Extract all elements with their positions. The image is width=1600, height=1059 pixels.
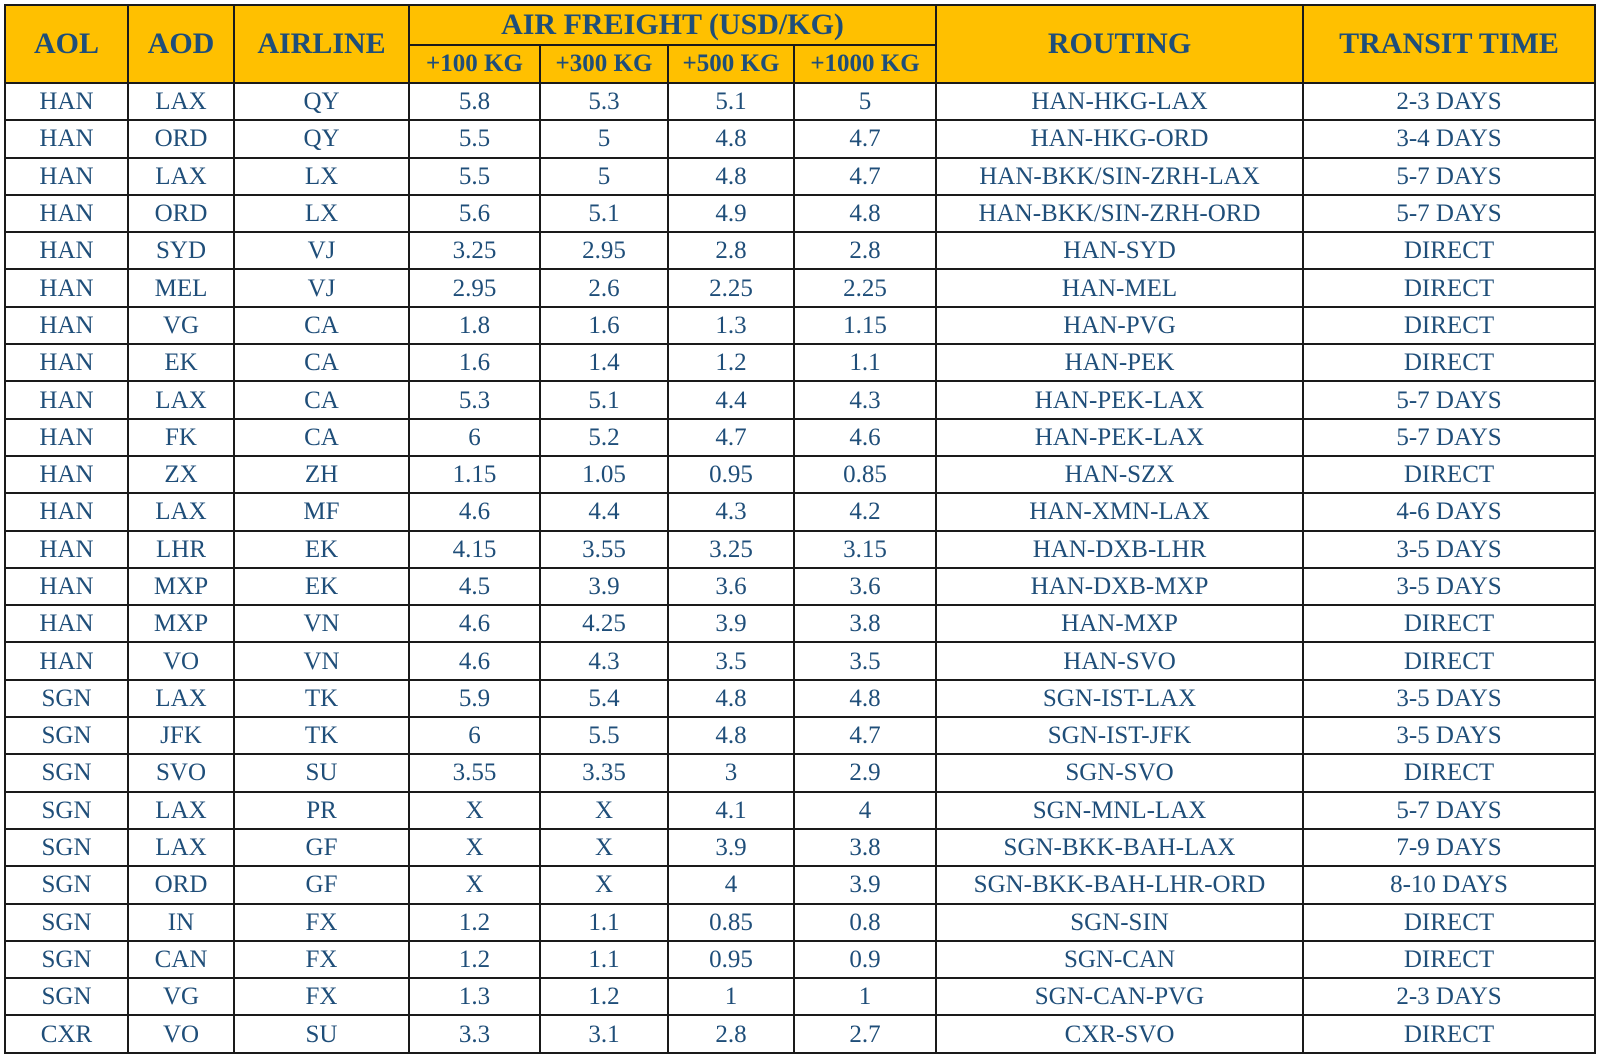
cell-aol: HAN [5,381,128,418]
cell-transit-time: 3-5 DAYS [1303,680,1595,717]
cell-rate-300kg: 5.1 [540,381,668,418]
cell-rate-300kg: 5.2 [540,419,668,456]
cell-aol: SGN [5,978,128,1015]
cell-rate-100kg: 3.3 [409,1015,540,1052]
cell-aol: HAN [5,419,128,456]
cell-transit-time: DIRECT [1303,269,1595,306]
cell-rate-500kg: 3 [668,754,794,791]
cell-aol: HAN [5,120,128,157]
cell-rate-500kg: 3.6 [668,568,794,605]
cell-routing: HAN-MEL [936,269,1303,306]
cell-rate-100kg: 4.6 [409,642,540,679]
cell-aod: LAX [128,493,234,530]
cell-rate-100kg: 5.5 [409,120,540,157]
cell-rate-500kg: 3.25 [668,531,794,568]
header-aod: AOD [128,5,234,83]
cell-aod: ORD [128,195,234,232]
cell-airline: TK [234,680,409,717]
cell-aod: ORD [128,866,234,903]
cell-airline: TK [234,717,409,754]
table-row [5,419,1595,456]
cell-rate-1000kg: 2.8 [794,232,936,269]
table-row [5,531,1595,568]
cell-rate-300kg: 5.3 [540,83,668,120]
cell-rate-100kg: 4.6 [409,493,540,530]
table-row [5,605,1595,642]
header-routing: ROUTING [936,5,1303,83]
cell-rate-1000kg: 0.8 [794,904,936,941]
cell-rate-1000kg: 4.3 [794,381,936,418]
cell-rate-100kg: 2.95 [409,269,540,306]
cell-airline: EK [234,531,409,568]
cell-rate-1000kg: 0.85 [794,456,936,493]
cell-rate-100kg: 6 [409,717,540,754]
cell-transit-time: DIRECT [1303,307,1595,344]
cell-rate-300kg: 5.4 [540,680,668,717]
cell-rate-300kg: 1.05 [540,456,668,493]
cell-routing: SGN-CAN-PVG [936,978,1303,1015]
cell-aol: SGN [5,829,128,866]
table-row [5,904,1595,941]
cell-rate-300kg: 4.3 [540,642,668,679]
cell-routing: HAN-HKG-ORD [936,120,1303,157]
cell-aol: SGN [5,904,128,941]
cell-aol: HAN [5,568,128,605]
cell-transit-time: 4-6 DAYS [1303,493,1595,530]
cell-rate-100kg: 4.5 [409,568,540,605]
cell-rate-1000kg: 1 [794,978,936,1015]
cell-transit-time: 3-5 DAYS [1303,568,1595,605]
table-row [5,493,1595,530]
cell-rate-500kg: 0.95 [668,941,794,978]
cell-rate-100kg: 6 [409,419,540,456]
header-aol: AOL [5,5,128,83]
cell-aol: HAN [5,307,128,344]
cell-aol: HAN [5,531,128,568]
cell-transit-time: 3-5 DAYS [1303,531,1595,568]
table-row [5,792,1595,829]
cell-rate-500kg: 3.5 [668,642,794,679]
table-row [5,344,1595,381]
cell-aol: HAN [5,493,128,530]
cell-aod: LAX [128,829,234,866]
cell-aod: MXP [128,605,234,642]
cell-rate-100kg: 1.2 [409,941,540,978]
cell-rate-1000kg: 1.15 [794,307,936,344]
cell-rate-300kg: 1.1 [540,904,668,941]
table-row [5,269,1595,306]
cell-rate-300kg: 2.95 [540,232,668,269]
cell-aol: HAN [5,269,128,306]
table-row [5,866,1595,903]
cell-routing: HAN-SVO [936,642,1303,679]
cell-rate-100kg: 1.3 [409,978,540,1015]
cell-rate-100kg: 5.5 [409,158,540,195]
cell-aol: HAN [5,456,128,493]
cell-aod: JFK [128,717,234,754]
table-row [5,568,1595,605]
cell-rate-300kg: X [540,792,668,829]
cell-airline: EK [234,568,409,605]
header-500kg: +500 KG [668,45,794,83]
cell-rate-100kg: 1.8 [409,307,540,344]
cell-rate-500kg: 2.8 [668,1015,794,1052]
header-1000kg: +1000 KG [794,45,936,83]
cell-rate-300kg: 5 [540,120,668,157]
header-air-freight: AIR FREIGHT (USD/KG) [409,5,936,45]
header-300kg: +300 KG [540,45,668,83]
cell-rate-100kg: 1.6 [409,344,540,381]
cell-rate-1000kg: 3.9 [794,866,936,903]
cell-airline: FX [234,941,409,978]
cell-rate-100kg: 1.15 [409,456,540,493]
table-row [5,680,1595,717]
table-row [5,83,1595,120]
cell-rate-100kg: 3.55 [409,754,540,791]
cell-rate-1000kg: 2.9 [794,754,936,791]
table-row [5,717,1595,754]
cell-routing: SGN-BKK-BAH-LAX [936,829,1303,866]
cell-rate-300kg: X [540,866,668,903]
cell-aol: SGN [5,754,128,791]
cell-rate-1000kg: 4.8 [794,195,936,232]
cell-aod: VG [128,978,234,1015]
cell-rate-100kg: X [409,866,540,903]
cell-rate-500kg: 4.8 [668,158,794,195]
cell-transit-time: DIRECT [1303,1015,1595,1052]
cell-rate-300kg: 1.2 [540,978,668,1015]
cell-airline: QY [234,83,409,120]
cell-routing: HAN-PEK [936,344,1303,381]
cell-airline: MF [234,493,409,530]
cell-rate-1000kg: 4.2 [794,493,936,530]
cell-aod: CAN [128,941,234,978]
cell-rate-300kg: 3.35 [540,754,668,791]
cell-rate-100kg: 5.9 [409,680,540,717]
cell-transit-time: DIRECT [1303,456,1595,493]
table-row [5,307,1595,344]
cell-rate-500kg: 4.8 [668,120,794,157]
cell-rate-500kg: 3.9 [668,829,794,866]
cell-aod: SVO [128,754,234,791]
cell-rate-500kg: 2.25 [668,269,794,306]
cell-aod: LAX [128,792,234,829]
cell-routing: SGN-MNL-LAX [936,792,1303,829]
cell-rate-100kg: 4.15 [409,531,540,568]
cell-aol: HAN [5,642,128,679]
cell-airline: LX [234,158,409,195]
cell-transit-time: 7-9 DAYS [1303,829,1595,866]
cell-aod: VO [128,1015,234,1052]
cell-rate-300kg: 2.6 [540,269,668,306]
cell-airline: VN [234,605,409,642]
cell-rate-300kg: 3.1 [540,1015,668,1052]
cell-routing: SGN-CAN [936,941,1303,978]
cell-rate-300kg: 1.6 [540,307,668,344]
cell-rate-1000kg: 2.25 [794,269,936,306]
cell-aol: HAN [5,158,128,195]
cell-aod: VG [128,307,234,344]
rate-table-body [5,83,1595,1053]
cell-rate-300kg: 4.4 [540,493,668,530]
cell-transit-time: DIRECT [1303,642,1595,679]
cell-routing: HAN-PEK-LAX [936,381,1303,418]
cell-routing: SGN-BKK-BAH-LHR-ORD [936,866,1303,903]
cell-rate-1000kg: 3.15 [794,531,936,568]
table-row [5,1015,1595,1052]
cell-rate-100kg: 5.8 [409,83,540,120]
cell-airline: VJ [234,232,409,269]
cell-rate-300kg: 3.55 [540,531,668,568]
cell-rate-1000kg: 4.7 [794,120,936,157]
cell-routing: HAN-SYD [936,232,1303,269]
cell-rate-1000kg: 5 [794,83,936,120]
cell-rate-1000kg: 3.5 [794,642,936,679]
cell-transit-time: DIRECT [1303,344,1595,381]
cell-rate-300kg: 3.9 [540,568,668,605]
cell-aod: LHR [128,531,234,568]
cell-transit-time: DIRECT [1303,904,1595,941]
cell-rate-1000kg: 3.6 [794,568,936,605]
cell-transit-time: DIRECT [1303,941,1595,978]
cell-rate-500kg: 5.1 [668,83,794,120]
cell-rate-500kg: 4.7 [668,419,794,456]
cell-airline: PR [234,792,409,829]
cell-transit-time: 2-3 DAYS [1303,83,1595,120]
cell-rate-500kg: 4.8 [668,680,794,717]
cell-transit-time: 5-7 DAYS [1303,419,1595,456]
cell-aol: HAN [5,195,128,232]
table-row [5,642,1595,679]
cell-routing: SGN-SVO [936,754,1303,791]
cell-aol: SGN [5,866,128,903]
air-freight-rate-table [4,4,1596,1054]
cell-airline: QY [234,120,409,157]
header-transit-time: TRANSIT TIME [1303,5,1595,83]
cell-rate-500kg: 0.85 [668,904,794,941]
cell-routing: HAN-BKK/SIN-ZRH-ORD [936,195,1303,232]
cell-rate-300kg: 4.25 [540,605,668,642]
cell-rate-500kg: 1.3 [668,307,794,344]
cell-routing: HAN-HKG-LAX [936,83,1303,120]
cell-transit-time: 3-4 DAYS [1303,120,1595,157]
cell-rate-1000kg: 1.1 [794,344,936,381]
cell-aod: LAX [128,158,234,195]
table-row [5,195,1595,232]
header-airline: AIRLINE [234,5,409,83]
cell-aod: ZX [128,456,234,493]
cell-rate-500kg: 1 [668,978,794,1015]
cell-aod: EK [128,344,234,381]
cell-airline: ZH [234,456,409,493]
cell-routing: HAN-XMN-LAX [936,493,1303,530]
cell-airline: SU [234,754,409,791]
cell-rate-500kg: 1.2 [668,344,794,381]
cell-rate-300kg: 1.4 [540,344,668,381]
cell-airline: SU [234,1015,409,1052]
cell-rate-500kg: 3.9 [668,605,794,642]
cell-routing: SGN-IST-JFK [936,717,1303,754]
cell-routing: HAN-DXB-LHR [936,531,1303,568]
cell-aol: SGN [5,717,128,754]
cell-aol: SGN [5,680,128,717]
cell-rate-100kg: X [409,829,540,866]
cell-rate-300kg: 5.5 [540,717,668,754]
cell-rate-500kg: 4 [668,866,794,903]
cell-aod: MEL [128,269,234,306]
table-row [5,978,1595,1015]
table-row [5,381,1595,418]
cell-aol: HAN [5,605,128,642]
cell-routing: HAN-SZX [936,456,1303,493]
cell-airline: GF [234,866,409,903]
cell-transit-time: DIRECT [1303,232,1595,269]
cell-rate-100kg: 5.3 [409,381,540,418]
table-row [5,941,1595,978]
cell-aod: SYD [128,232,234,269]
cell-rate-500kg: 4.4 [668,381,794,418]
table-row [5,829,1595,866]
cell-routing: HAN-BKK/SIN-ZRH-LAX [936,158,1303,195]
cell-aod: FK [128,419,234,456]
cell-rate-1000kg: 4.7 [794,158,936,195]
cell-airline: VN [234,642,409,679]
cell-airline: CA [234,419,409,456]
cell-rate-1000kg: 3.8 [794,605,936,642]
cell-airline: FX [234,904,409,941]
cell-rate-500kg: 4.9 [668,195,794,232]
cell-rate-1000kg: 4.7 [794,717,936,754]
cell-aod: ORD [128,120,234,157]
cell-transit-time: 5-7 DAYS [1303,792,1595,829]
cell-aod: LAX [128,381,234,418]
cell-airline: LX [234,195,409,232]
cell-routing: HAN-PEK-LAX [936,419,1303,456]
cell-transit-time: 3-5 DAYS [1303,717,1595,754]
cell-rate-300kg: 5.1 [540,195,668,232]
cell-airline: CA [234,307,409,344]
cell-transit-time: 5-7 DAYS [1303,158,1595,195]
cell-rate-1000kg: 4.8 [794,680,936,717]
cell-rate-300kg: 1.1 [540,941,668,978]
cell-rate-100kg: 1.2 [409,904,540,941]
cell-routing: CXR-SVO [936,1015,1303,1052]
cell-aol: SGN [5,792,128,829]
cell-transit-time: 8-10 DAYS [1303,866,1595,903]
cell-airline: GF [234,829,409,866]
table-row [5,456,1595,493]
cell-aol: HAN [5,344,128,381]
cell-transit-time: DIRECT [1303,605,1595,642]
cell-routing: SGN-SIN [936,904,1303,941]
table-row [5,754,1595,791]
cell-rate-300kg: X [540,829,668,866]
cell-rate-1000kg: 2.7 [794,1015,936,1052]
cell-routing: HAN-DXB-MXP [936,568,1303,605]
cell-rate-100kg: X [409,792,540,829]
cell-routing: SGN-IST-LAX [936,680,1303,717]
cell-transit-time: 2-3 DAYS [1303,978,1595,1015]
cell-rate-1000kg: 4 [794,792,936,829]
cell-aol: CXR [5,1015,128,1052]
cell-airline: FX [234,978,409,1015]
cell-aod: LAX [128,83,234,120]
cell-rate-500kg: 4.8 [668,717,794,754]
cell-airline: CA [234,381,409,418]
cell-airline: CA [234,344,409,381]
cell-aod: VO [128,642,234,679]
cell-transit-time: 5-7 DAYS [1303,195,1595,232]
cell-rate-500kg: 4.3 [668,493,794,530]
cell-rate-500kg: 0.95 [668,456,794,493]
cell-rate-500kg: 4.1 [668,792,794,829]
cell-transit-time: DIRECT [1303,754,1595,791]
cell-routing: HAN-MXP [936,605,1303,642]
cell-transit-time: 5-7 DAYS [1303,381,1595,418]
table-row [5,158,1595,195]
cell-rate-300kg: 5 [540,158,668,195]
cell-aol: HAN [5,83,128,120]
cell-rate-100kg: 4.6 [409,605,540,642]
cell-aod: MXP [128,568,234,605]
cell-aod: LAX [128,680,234,717]
rate-table-container [4,4,1596,1054]
cell-rate-100kg: 3.25 [409,232,540,269]
table-row [5,120,1595,157]
header-100kg: +100 KG [409,45,540,83]
cell-rate-1000kg: 0.9 [794,941,936,978]
cell-rate-1000kg: 4.6 [794,419,936,456]
cell-aod: IN [128,904,234,941]
cell-rate-500kg: 2.8 [668,232,794,269]
cell-airline: VJ [234,269,409,306]
cell-routing: HAN-PVG [936,307,1303,344]
cell-rate-100kg: 5.6 [409,195,540,232]
cell-aol: SGN [5,941,128,978]
cell-rate-1000kg: 3.8 [794,829,936,866]
cell-aol: HAN [5,232,128,269]
table-row [5,232,1595,269]
